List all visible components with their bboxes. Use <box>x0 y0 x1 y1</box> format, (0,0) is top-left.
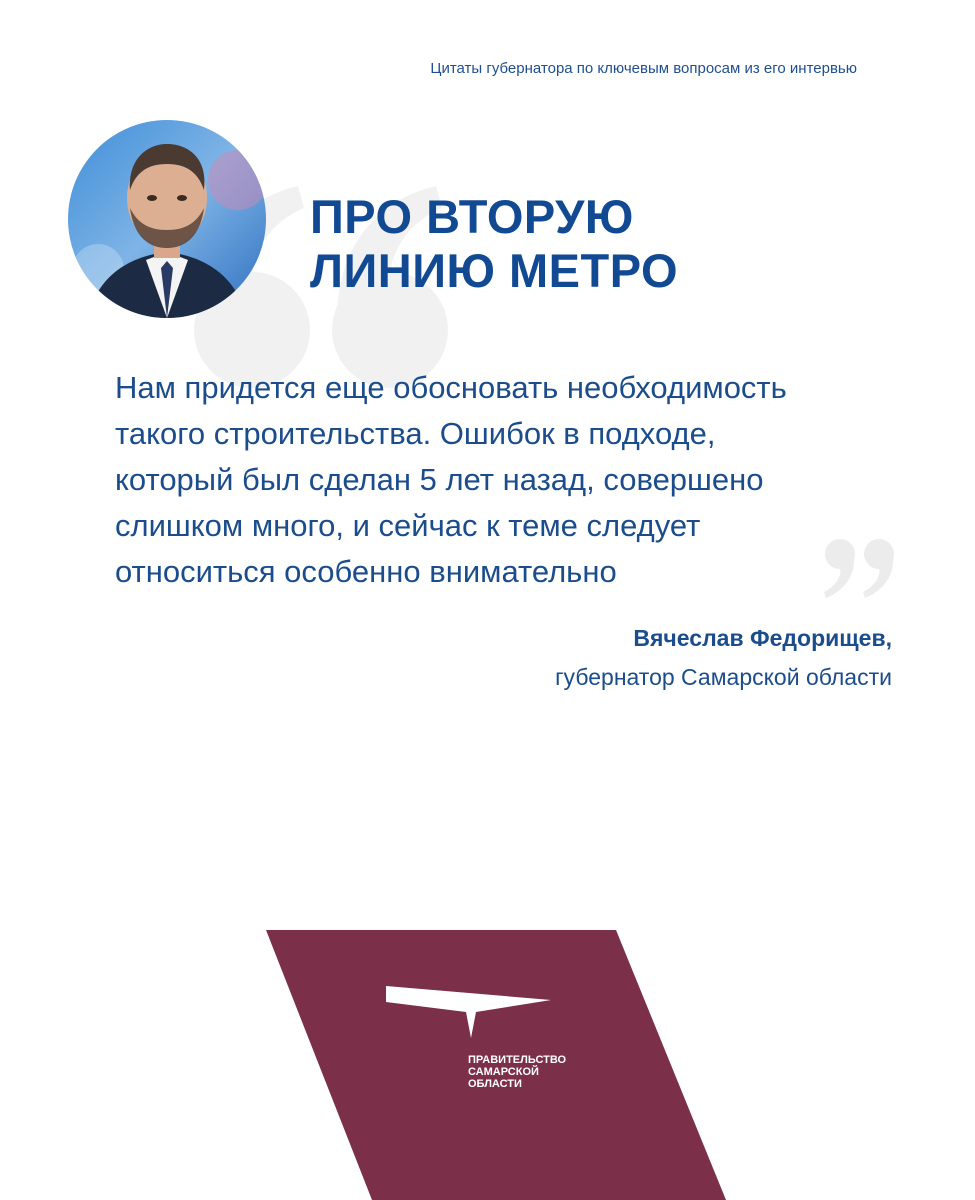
page-subtitle: Цитаты губернатора по ключевым вопросам из его интервью <box>430 60 857 77</box>
quote-line: относиться особенно внимательно <box>115 554 617 589</box>
quote-author <box>555 622 892 694</box>
author-role: губернатор Самарской области <box>555 664 892 690</box>
author-name: Вячеслав Федорищев, <box>633 625 892 651</box>
logo-caption <box>468 1054 566 1090</box>
logo-line: САМАРСКОЙ <box>468 1066 539 1078</box>
quote-heading <box>310 190 678 298</box>
heading-line: ЛИНИЮ МЕТРО <box>310 244 679 297</box>
quote-line: Нам придется еще обосновать необходимость <box>115 370 787 405</box>
logo-line: ПРАВИТЕЛЬСТВО <box>468 1054 567 1066</box>
quote-line: такого строительства. Ошибок в подходе, <box>115 416 716 451</box>
quote-line: который был сделан 5 лет назад, совершено <box>115 462 764 497</box>
close-quote-icon <box>822 538 898 600</box>
quote-text <box>115 365 905 595</box>
governor-avatar <box>68 120 266 318</box>
quote-line: слишком много, и сейчас к теме следует <box>115 508 701 543</box>
logo-line: ОБЛАСТИ <box>468 1078 522 1090</box>
heading-line: ПРО ВТОРУЮ <box>310 190 634 243</box>
